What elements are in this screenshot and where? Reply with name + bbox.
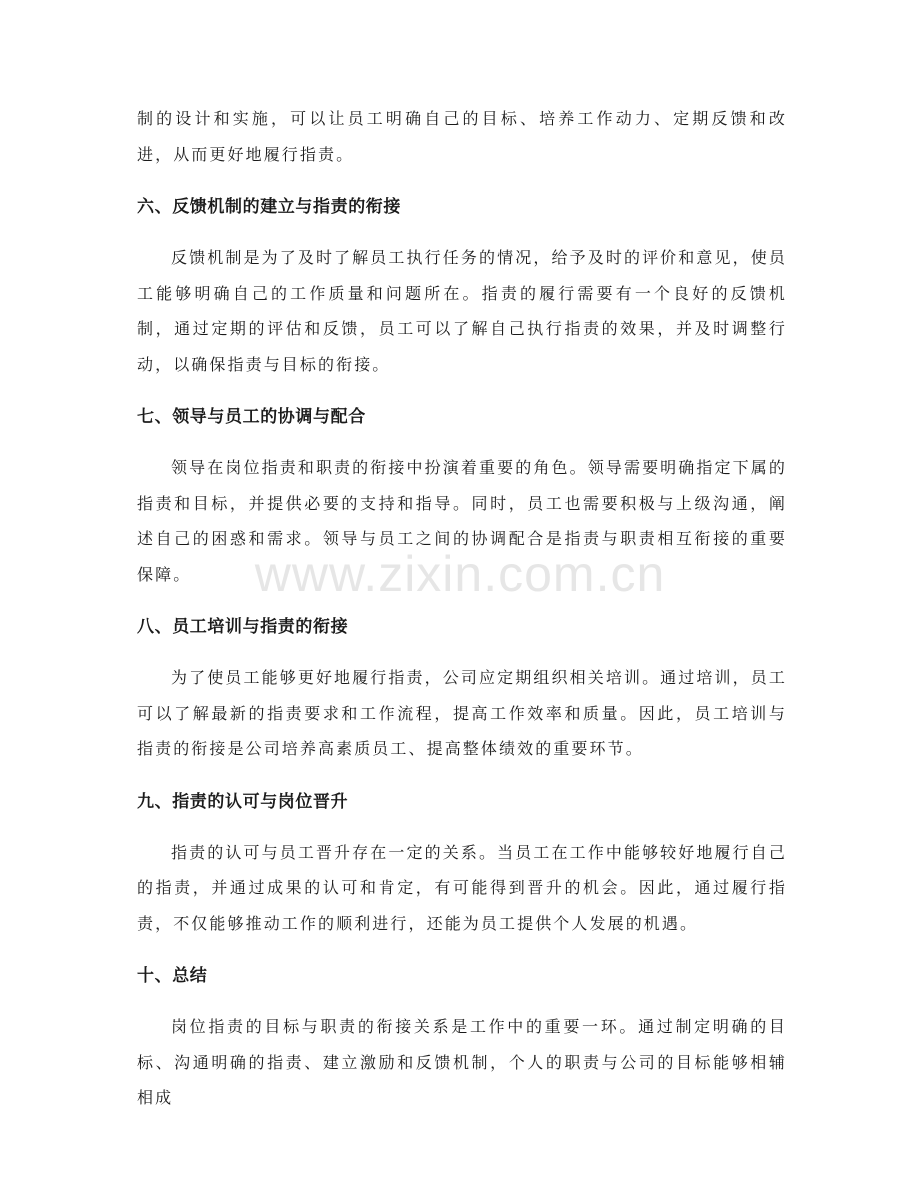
watermark: www.zixin.com.cn [254,546,666,602]
document-body [137,101,787,1116]
section-heading-6: 六、反馈机制的建立与指责的衔接 [137,197,401,217]
intro-paragraph: 制的设计和实施，可以让员工明确自己的目标、培养工作动力、定期反馈和改进，从而更好地履行指责。 [137,109,787,164]
section-body-9: 指责的认可与员工晋升存在一定的关系。当员工在工作中能够较好地履行自己的指责，并通过成果的认可和肯定，有可能得到晋升的机会。因此，通过履行指责，不仅能够推动工作的顺利进行，还能为员工提供个人发展的机遇。 [137,842,787,933]
section-heading-8: 八、员工培训与指责的衔接 [137,617,349,637]
section-body-10: 岗位指责的目标与职责的衔接关系是工作中的重要一环。通过制定明确的目标、沟通明确的指责、建立激励和反馈机制，个人的职责与公司的目标能够相辅相成 [137,1017,787,1107]
section-body-8: 为了使员工能够更好地履行指责，公司应定期组织相关培训。通过培训，员工可以了解最新的指责要求和工作流程，提高工作效率和质量。因此，员工培训与指责的衔接是公司培养高素质员工、提高整体绩效的重要环节。 [137,668,787,758]
section-heading-9: 九、指责的认可与岗位晋升 [137,791,349,812]
section-heading-7: 七、领导与员工的协调与配合 [137,407,366,427]
section-body-7: 领导在岗位指责和职责的衔接中扮演着重要的角色。领导需要明确指定下属的指责和目标，并提供必要的支持和指导。同时，员工也需要积极与上级沟通，阐述自己的困惑和需求。领导与员工之间的协调配合是指责与职责相互衔接的重要保障。 [137,458,787,584]
section-heading-10: 十、总结 [137,966,208,986]
section-body-6: 反馈机制是为了及时了解员工执行任务的情况，给予及时的评价和意见，使员工能够明确自己的工作质量和问题所在。指责的履行需要有一个良好的反馈机制，通过定期的评估和反馈，员工可以了解自己执行指责的效果，并及时调整行动，以确保指责与目标的衔接。 [137,248,787,374]
